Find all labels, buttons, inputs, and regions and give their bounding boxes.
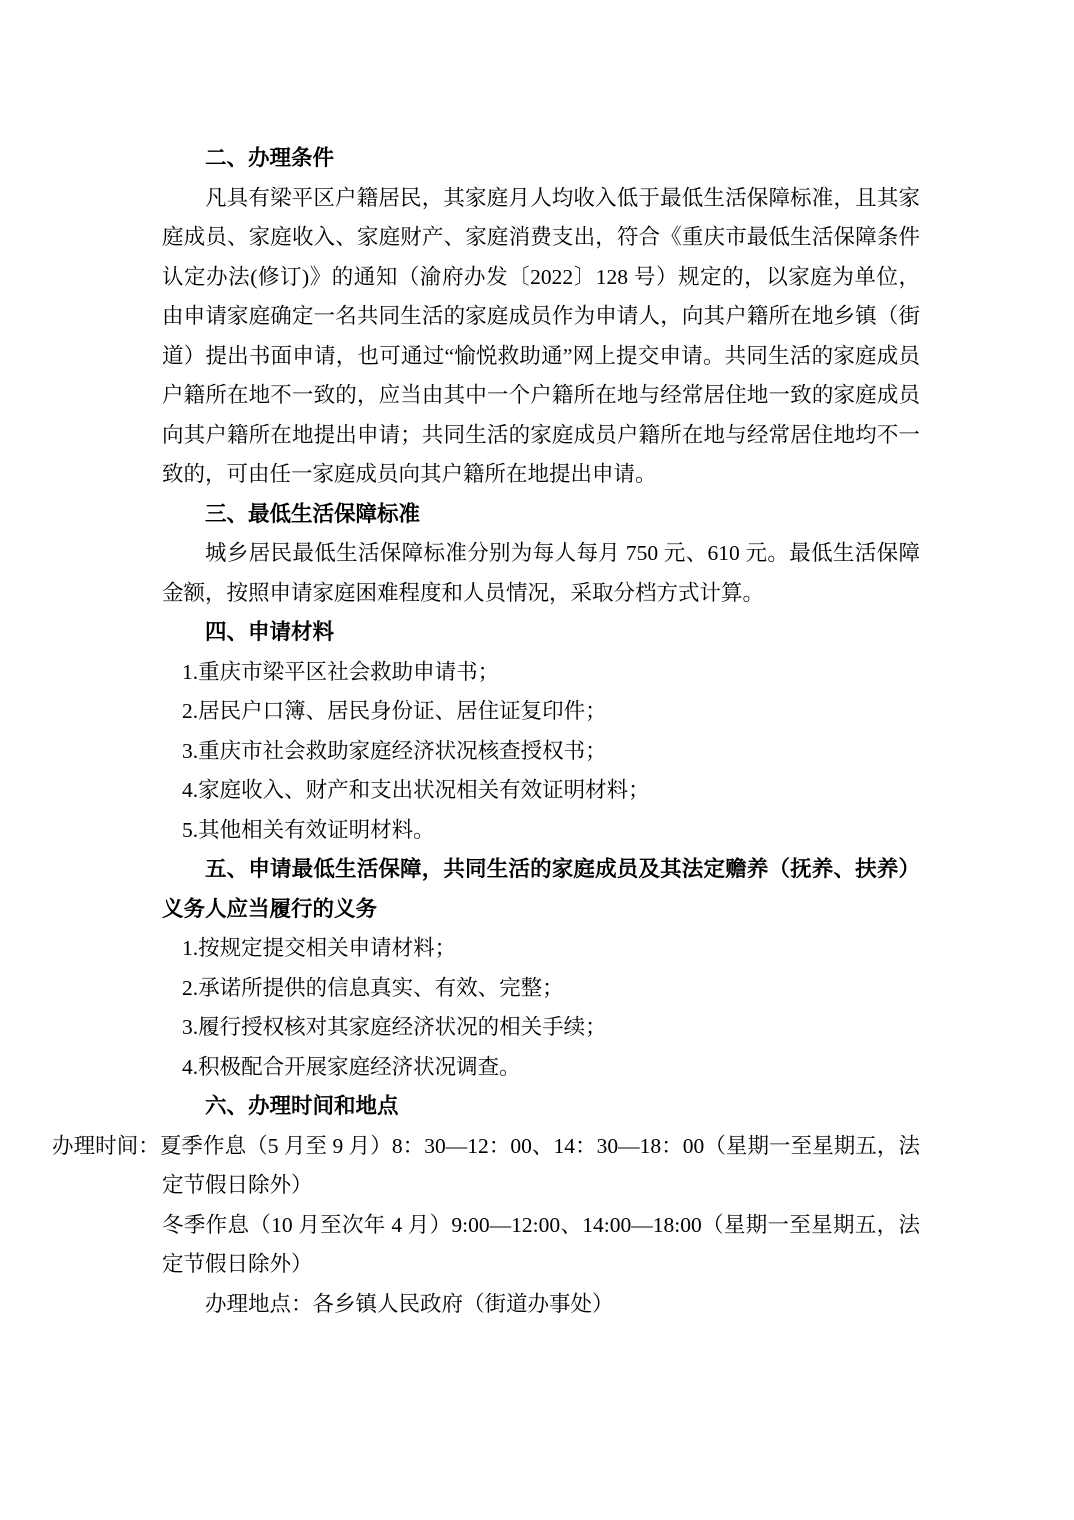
obligation-item-4: 4.积极配合开展家庭经济状况调查。	[182, 1054, 521, 1079]
obligation-item-3: 3.履行授权核对其家庭经济状况的相关手续；	[182, 1015, 607, 1039]
section-heading-5: 五、申请最低生活保障，共同生活的家庭成员及其法定赡养（抚养、扶养）义务人应当履行的义务	[162, 857, 920, 921]
section-heading-6: 六、办理时间和地点	[205, 1094, 399, 1118]
material-item-3: 3.重庆市社会救助家庭经济状况核查授权书；	[182, 738, 607, 763]
office-hours-summer	[52, 1127, 920, 1206]
document-content	[52, 139, 920, 1324]
office-location: 办理地点：各乡镇人民政府（街道办事处）	[205, 1291, 614, 1316]
section-heading-4: 四、申请材料	[205, 620, 335, 644]
section-heading-2: 二、办理条件	[205, 146, 335, 170]
obligation-item-2: 2.承诺所提供的信息真实、有效、完整；	[182, 975, 564, 1000]
material-item-2: 2.居民户口簿、居民身份证、居住证复印件；	[182, 699, 607, 723]
section-heading-3: 三、最低生活保障标准	[205, 501, 421, 526]
conditions-paragraph: 凡具有梁平区户籍居民，其家庭月人均收入低于最低生活保障标准，且其家庭成员、家庭收入、家庭财产、家庭消费支出，符合《重庆市最低生活保障条件认定办法(修订)》的通知（渝府办发〔2022〕128 号）规定的，以家庭为单位，由申请家庭确定一名共同生活的家庭成员作为申请人，向其户籍所在地乡镇（街道）提出书面申请，也可通过“愉悦救助通”网上提交申请。共同生活的家庭成员户籍所在地不一致的，应当由其中一个户籍所在地与经常居住地一致的家庭成员向其户籍所在地提出申请；共同生活的家庭成员户籍所在地与经常居住地均不一致的，可由任一家庭成员向其户籍所在地提出申请。	[162, 185, 920, 486]
office-hours-winter: 冬季作息（10 月至次年 4 月）9:00—12:00、14:00—18:00（星期一至星期五，法定节假日除外）	[162, 1212, 920, 1276]
material-item-4: 4.家庭收入、财产和支出状况相关有效证明材料；	[182, 778, 650, 802]
standard-paragraph: 城乡居民最低生活保障标准分别为每人每月 750 元、610 元。最低生活保障金额，按照申请家庭困难程度和人员情况，采取分档方式计算。	[162, 541, 920, 605]
office-hours-summer-label: 办理时间：	[52, 1133, 160, 1158]
material-item-1: 1.重庆市梁平区社会救助申请书；	[182, 659, 500, 684]
office-hours-summer-text: 夏季作息（5 月至 9 月）8：30—12：00、14：30—18：00（星期一至星期五，法定节假日除外）	[159, 1133, 920, 1197]
material-item-5: 5.其他相关有效证明材料。	[182, 817, 435, 842]
obligation-item-1: 1.按规定提交相关申请材料；	[182, 936, 457, 960]
